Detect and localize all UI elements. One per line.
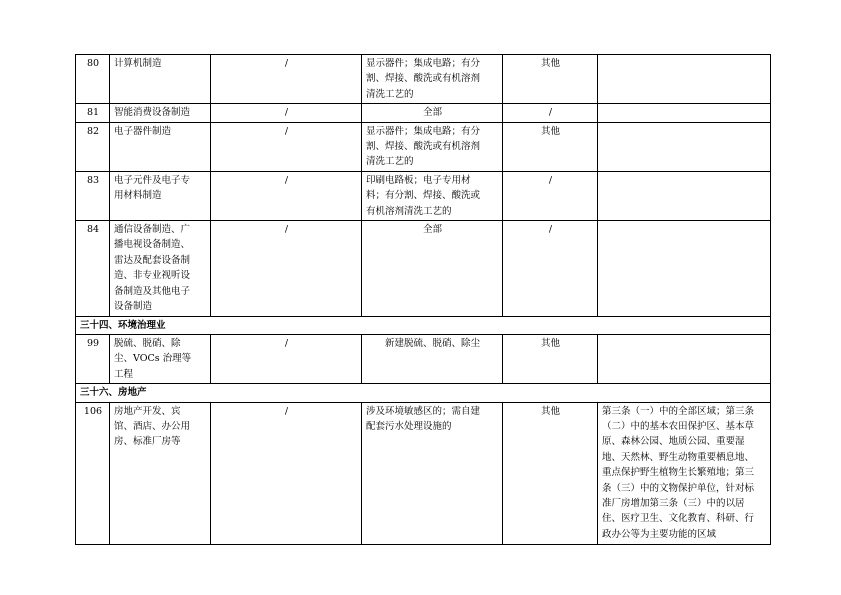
row-number: 106	[76, 402, 110, 544]
col3-value: /	[211, 171, 362, 220]
industry-name: 脱硫、脱硝、除 尘、VOCs 治理等 工程	[110, 334, 211, 383]
table-row	[76, 55, 771, 104]
col6-value	[598, 122, 771, 171]
col5-value: 其他	[503, 402, 598, 544]
col3-value: /	[211, 55, 362, 104]
industry-name: 通信设备制造、广 播电视设备制造、 雷达及配套设备制 造、非专业视听设 备制造及其他电子 设备制造	[110, 221, 211, 316]
col6-value	[598, 171, 771, 220]
document-page	[75, 54, 770, 545]
col6-value	[598, 104, 771, 122]
industry-name: 计算机制造	[110, 55, 211, 104]
col6-value	[598, 221, 771, 316]
row-number: 99	[76, 334, 110, 383]
col3-value: /	[211, 221, 362, 316]
col4-value: 全部	[362, 221, 503, 316]
section-heading: 三十六、房地产	[76, 384, 771, 402]
row-number: 84	[76, 221, 110, 316]
row-number: 82	[76, 122, 110, 171]
col5-value: 其他	[503, 55, 598, 104]
col4-value: 涉及环境敏感区的；需自建 配套污水处理设施的	[362, 402, 503, 544]
col5-value: /	[503, 171, 598, 220]
col5-value: /	[503, 221, 598, 316]
col3-value: /	[211, 402, 362, 544]
classification-table	[75, 54, 771, 545]
col4-value: 显示器件；集成电路；有分 割、焊接、酸洗或有机溶剂 清洗工艺的	[362, 55, 503, 104]
col3-value: /	[211, 334, 362, 383]
table-row	[76, 334, 771, 383]
industry-name: 智能消费设备制造	[110, 104, 211, 122]
row-number: 83	[76, 171, 110, 220]
section-heading: 三十四、环境治理业	[76, 316, 771, 334]
industry-name: 电子元件及电子专 用材料制造	[110, 171, 211, 220]
col4-value: 印刷电路板；电子专用材 料；有分割、焊接、酸洗或 有机溶剂清洗工艺的	[362, 171, 503, 220]
col6-value: 第三条（一）中的全部区域；第三条 （二）中的基本农田保护区、基本草 原、森林公园、地质公园、重要湿 地、天然林、野生动物重要栖息地、 重点保护野生植物生长繁殖地；第三 条（三）中的文物保护单位，针对标 准厂房增加第三条（三）中的以居 住、医疗卫生、文化教育、科研、行 政办公等为主要功能的区域	[598, 402, 771, 544]
table-row	[76, 171, 771, 220]
row-number: 81	[76, 104, 110, 122]
industry-name: 电子器件制造	[110, 122, 211, 171]
section-row	[76, 316, 771, 334]
table-row	[76, 402, 771, 544]
col3-value: /	[211, 122, 362, 171]
col6-value	[598, 334, 771, 383]
col3-value: /	[211, 104, 362, 122]
industry-name: 房地产开发、宾 馆、酒店、办公用 房、标准厂房等	[110, 402, 211, 544]
table-row	[76, 221, 771, 316]
col4-value: 全部	[362, 104, 503, 122]
section-row	[76, 384, 771, 402]
table-row	[76, 122, 771, 171]
col4-value: 显示器件；集成电路；有分 割、焊接、酸洗或有机溶剂 清洗工艺的	[362, 122, 503, 171]
col4-value: 新建脱硫、脱硝、除尘	[362, 334, 503, 383]
col5-value: 其他	[503, 334, 598, 383]
col5-value: 其他	[503, 122, 598, 171]
col5-value: /	[503, 104, 598, 122]
row-number: 80	[76, 55, 110, 104]
table-row	[76, 104, 771, 122]
col6-value	[598, 55, 771, 104]
